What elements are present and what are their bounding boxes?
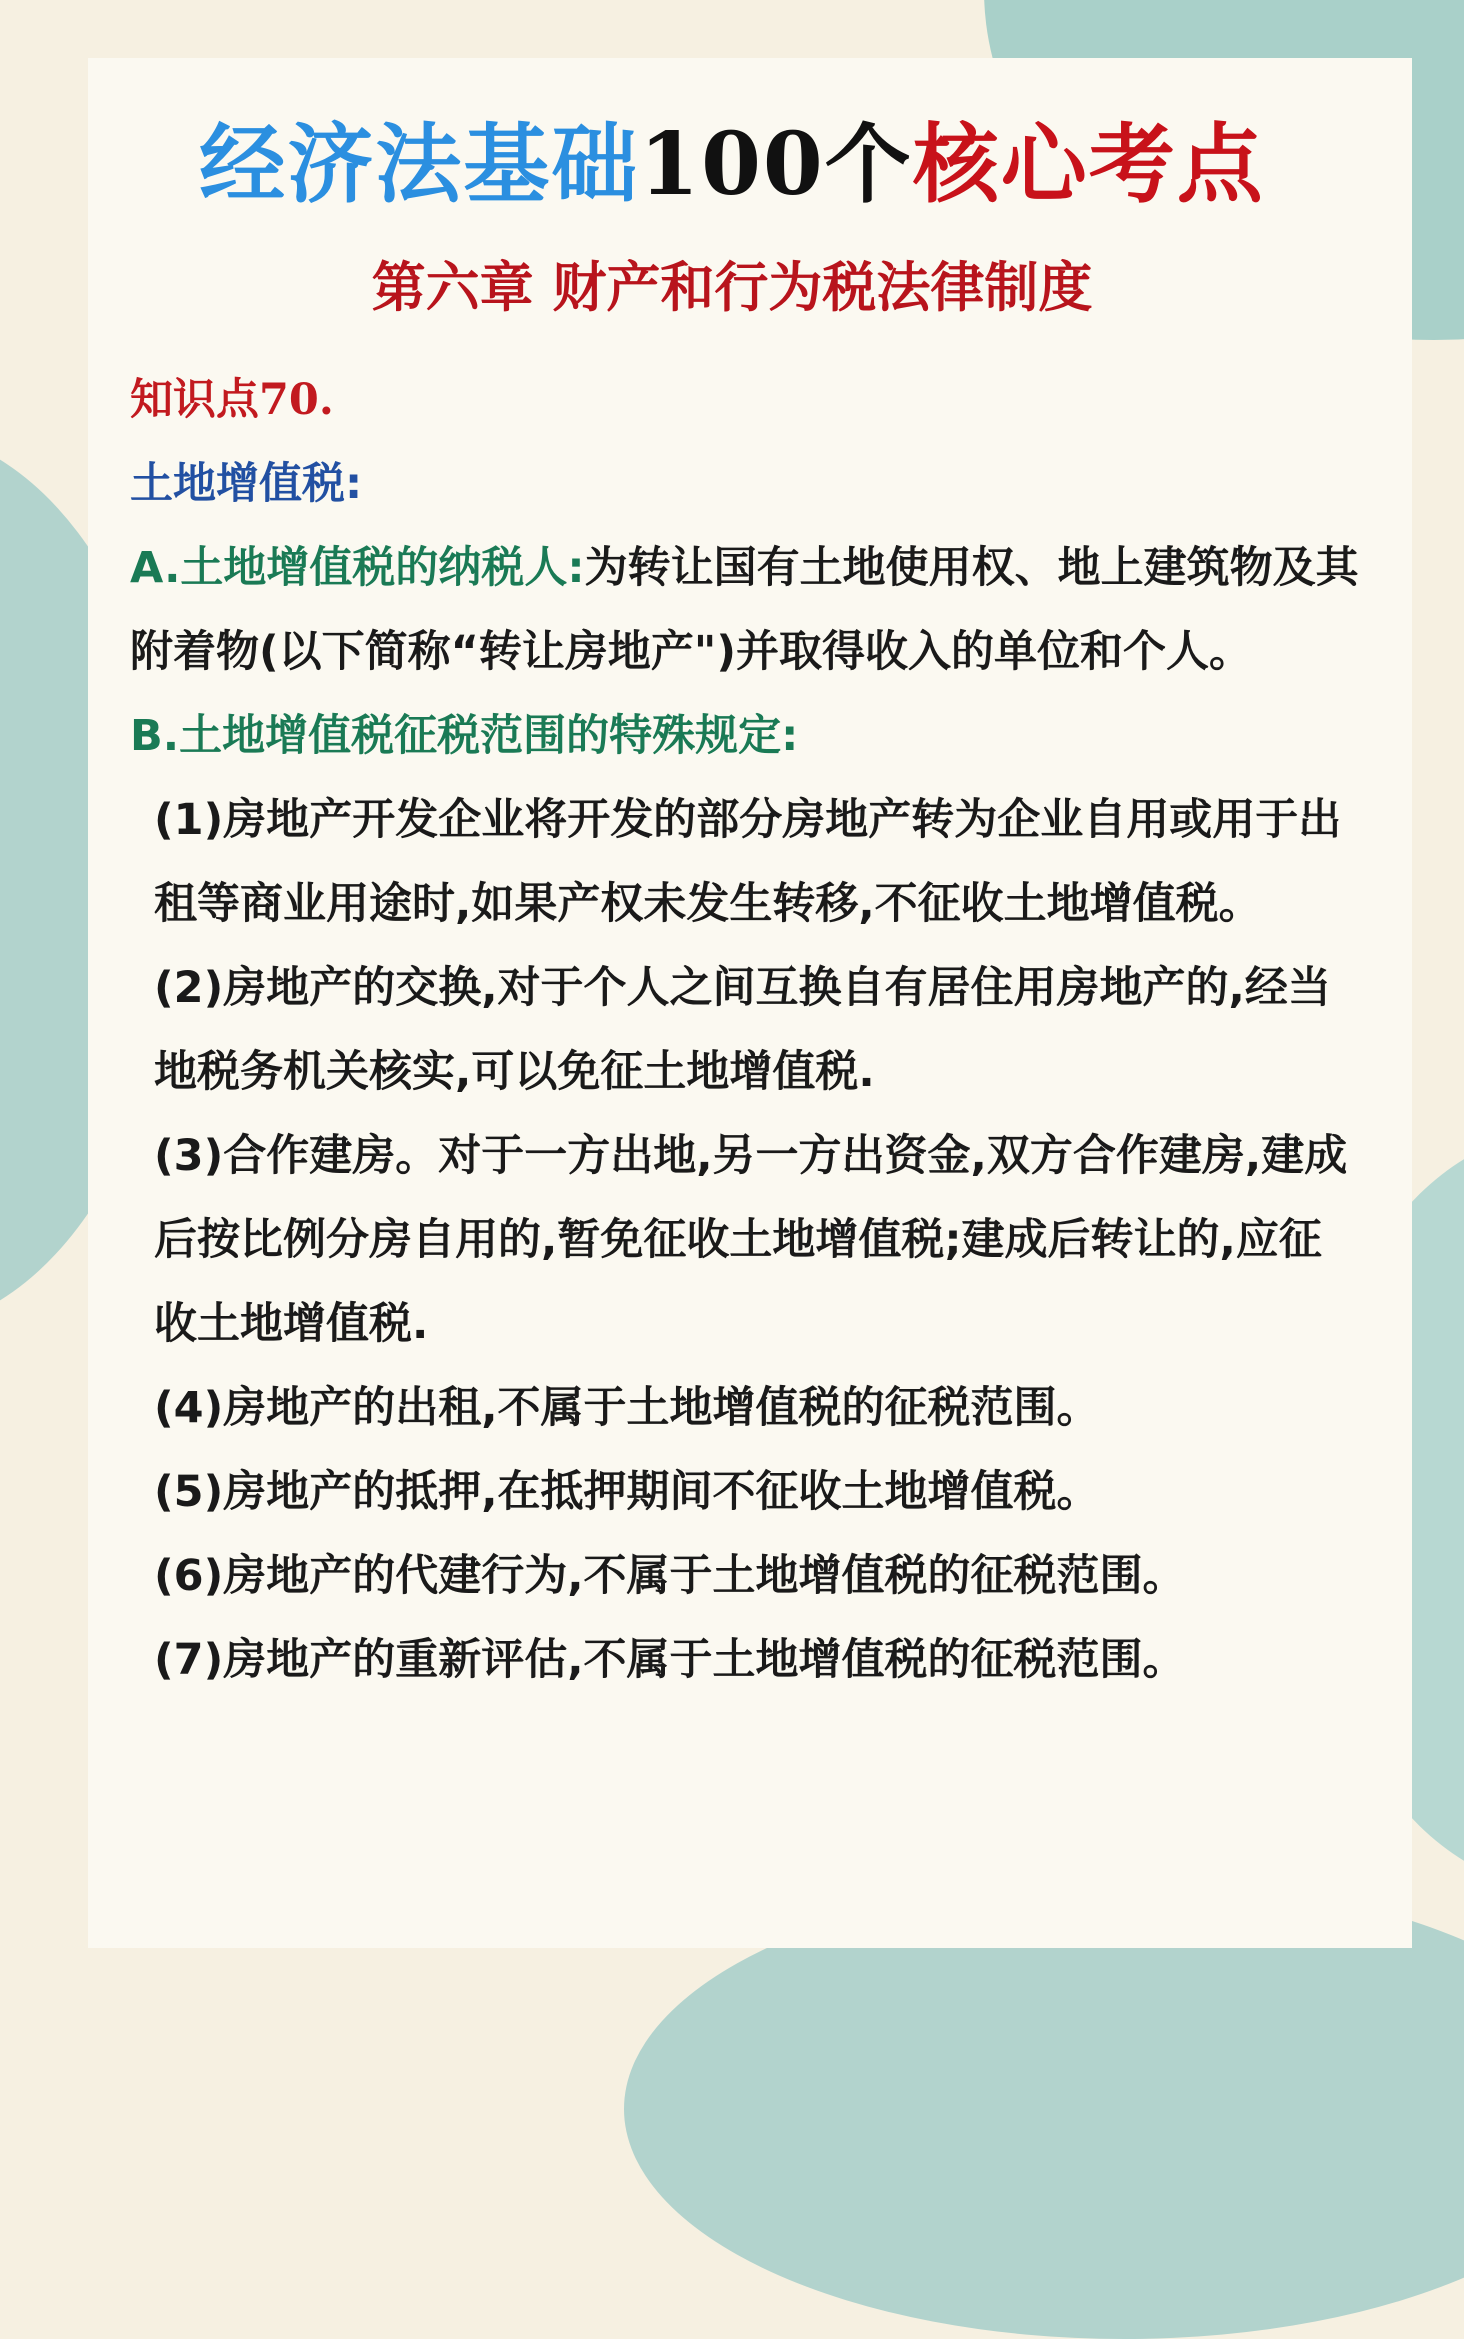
- paragraph-a: [130, 526, 1360, 694]
- main-content: [130, 358, 1360, 1702]
- list-item-3: (3)合作建房。对于一方出地,另一方出资金,双方合作建房,建成后按比例分房自用的,暂免征收土地增值税;建成后转让的,应征收土地增值税.: [154, 1131, 1348, 1349]
- chapter-subtitle: 第六章 财产和行为税法律制度: [371, 256, 1093, 319]
- title-part-1: 经济法基础: [199, 114, 640, 215]
- paragraph-a-text: 为转让国有土地使用权、地上建筑物及其附着物(以下简称“转让房地产")并取得收入的单位和个人。: [130, 543, 1359, 677]
- list-item-5: (5)房地产的抵押,在抵押期间不征收土地增值税。: [154, 1467, 1100, 1517]
- list-item-4: (4)房地产的出租,不属于土地增值税的征税范围。: [154, 1383, 1100, 1433]
- knowledge-point-label: 知识点70.: [130, 375, 334, 425]
- title-part-3: 核心考点: [912, 114, 1265, 215]
- page-title: [0, 110, 1464, 220]
- paragraph-b-label: B.土地增值税征税范围的特殊规定:: [130, 711, 799, 761]
- list-item-7: (7)房地产的重新评估,不属于土地增值税的征税范围。: [154, 1635, 1186, 1685]
- background-shape-bottom: [624, 1879, 1464, 2339]
- list-item-6: (6)房地产的代建行为,不属于土地增值税的征税范围。: [154, 1551, 1186, 1601]
- topic-heading: 土地增值税:: [130, 459, 363, 509]
- title-part-2: 100个: [639, 114, 913, 215]
- paragraph-a-label: A.土地增值税的纳税人:: [130, 543, 585, 593]
- list-item-1: (1)房地产开发企业将开发的部分房地产转为企业自用或用于出租等商业用途时,如果产权未发生转移,不征收土地增值税。: [154, 795, 1342, 929]
- list-item-2: (2)房地产的交换,对于个人之间互换自有居住用房地产的,经当地税务机关核实,可以免征土地增值税.: [154, 963, 1331, 1097]
